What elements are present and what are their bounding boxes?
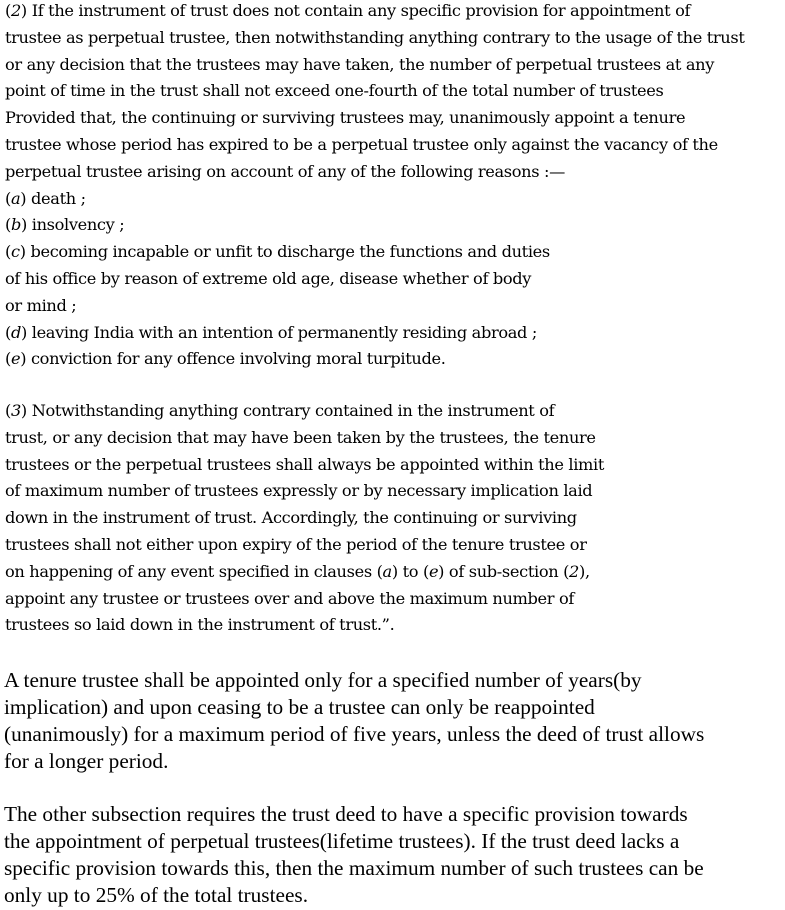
commentary-line: implication) and upon ceasing to be a trustee can only be reappointed [4,695,595,719]
commentary-line: for a longer period. [4,749,169,773]
commentary-paragraph-2 [4,801,784,909]
clause-text: leaving India with an intention of permanently residing abroad ; [31,322,537,342]
clause-a: (a) death ; [5,188,86,208]
text-line-with-references [5,559,785,586]
text-line: trustee whose period has expired to be a perpetual trustee only against the vacancy of the [5,134,718,154]
clause-d: (d) leaving India with an intention of permanently residing abroad ; [5,322,537,342]
clause-letter: c [10,242,20,262]
clause-text: death ; [31,188,86,208]
clause-letter: d [10,322,21,342]
sub-section-text: If the instrument of trust does not contain any specific provision for appointment of [31,1,691,20]
clause-letter: a [10,188,21,208]
text-fragment: ) of sub-section ( [438,561,570,581]
text-line: trustees so laid down in the instrument of trust.”. [5,615,395,635]
clause-text: conviction for any offence involving moral turpitude. [30,349,446,369]
sub-section-3-heading-line: (3) Notwithstanding anything contrary contained in the instrument of [5,401,555,420]
proviso-line: Provided that, the continuing or surviving trustees may, unanimously appoint a tenure [5,108,686,128]
commentary-line: only up to 25% of the total trustees. [4,883,309,907]
text-line: or any decision that the trustees may have taken, the number of perpetual trustees at any [5,54,715,74]
text-line: perpetual trustee arising on account of any of the following reasons :— [5,161,565,181]
clause-reference: e [428,561,439,581]
text-line: point of time in the trust shall not exceed one-fourth of the total number of trustees [5,81,664,101]
sub-section-2-heading-line: (2) If the instrument of trust does not contain any specific provision for appointment of [5,1,691,20]
sub-section-reference: 2 [569,561,579,581]
clause-e: (e) conviction for any offence involving moral turpitude. [5,349,446,369]
commentary-paragraph-1 [4,667,784,775]
clause-reference: a [382,561,392,581]
clause-text: insolvency ; [31,215,125,235]
commentary-line: A tenure trustee shall be appointed only for a specified number of years(by [4,668,642,692]
clause-c-continuation: or mind ; [5,295,77,315]
clause-c-continuation: of his office by reason of extreme old age, disease whether of body [5,268,532,288]
commentary-line: the appointment of perpetual trustees(lifetime trustees). If the trust deed lacks a [4,829,680,853]
text-line: appoint any trustee or trustees over and above the maximum number of [5,588,575,608]
clause-c: (c) becoming incapable or unfit to discharge the functions and duties [5,242,550,262]
text-line: down in the instrument of trust. Accordingly, the continuing or surviving [5,508,577,528]
clause-text: becoming incapable or unfit to discharge the functions and duties [30,242,550,262]
text-line: trustee as perpetual trustee, then notwithstanding anything contrary to the usage of the trust [5,27,745,47]
sub-section-number: 3 [10,401,21,420]
text-line: trust, or any decision that may have been taken by the trustees, the tenure [5,427,596,447]
clause-letter: b [10,215,21,235]
commentary-line: The other subsection requires the trust deed to have a specific provision towards [4,802,688,826]
clause-b: (b) insolvency ; [5,215,125,235]
text-fragment: on happening of any event specified in clauses ( [5,561,383,581]
sub-section-number: 2 [10,1,21,20]
text-line: trustees shall not either upon expiry of the period of the tenure trustee or [5,534,587,554]
sub-section-3 [5,398,785,639]
text-fragment: ) to ( [391,561,429,581]
text-line: trustees or the perpetual trustees shall always be appointed within the limit [5,454,605,474]
text-fragment: ), [579,561,590,581]
commentary-line: (unanimously) for a maximum period of five years, unless the deed of trust allows [4,722,705,746]
sub-section-text: Notwithstanding anything contrary contained in the instrument of [31,401,555,420]
clause-letter: e [10,349,21,369]
commentary-line: specific provision towards this, then the maximum number of such trustees can be [4,856,704,880]
text-line: of maximum number of trustees expressly or by necessary implication laid [5,481,593,501]
sub-section-2 [5,0,785,373]
